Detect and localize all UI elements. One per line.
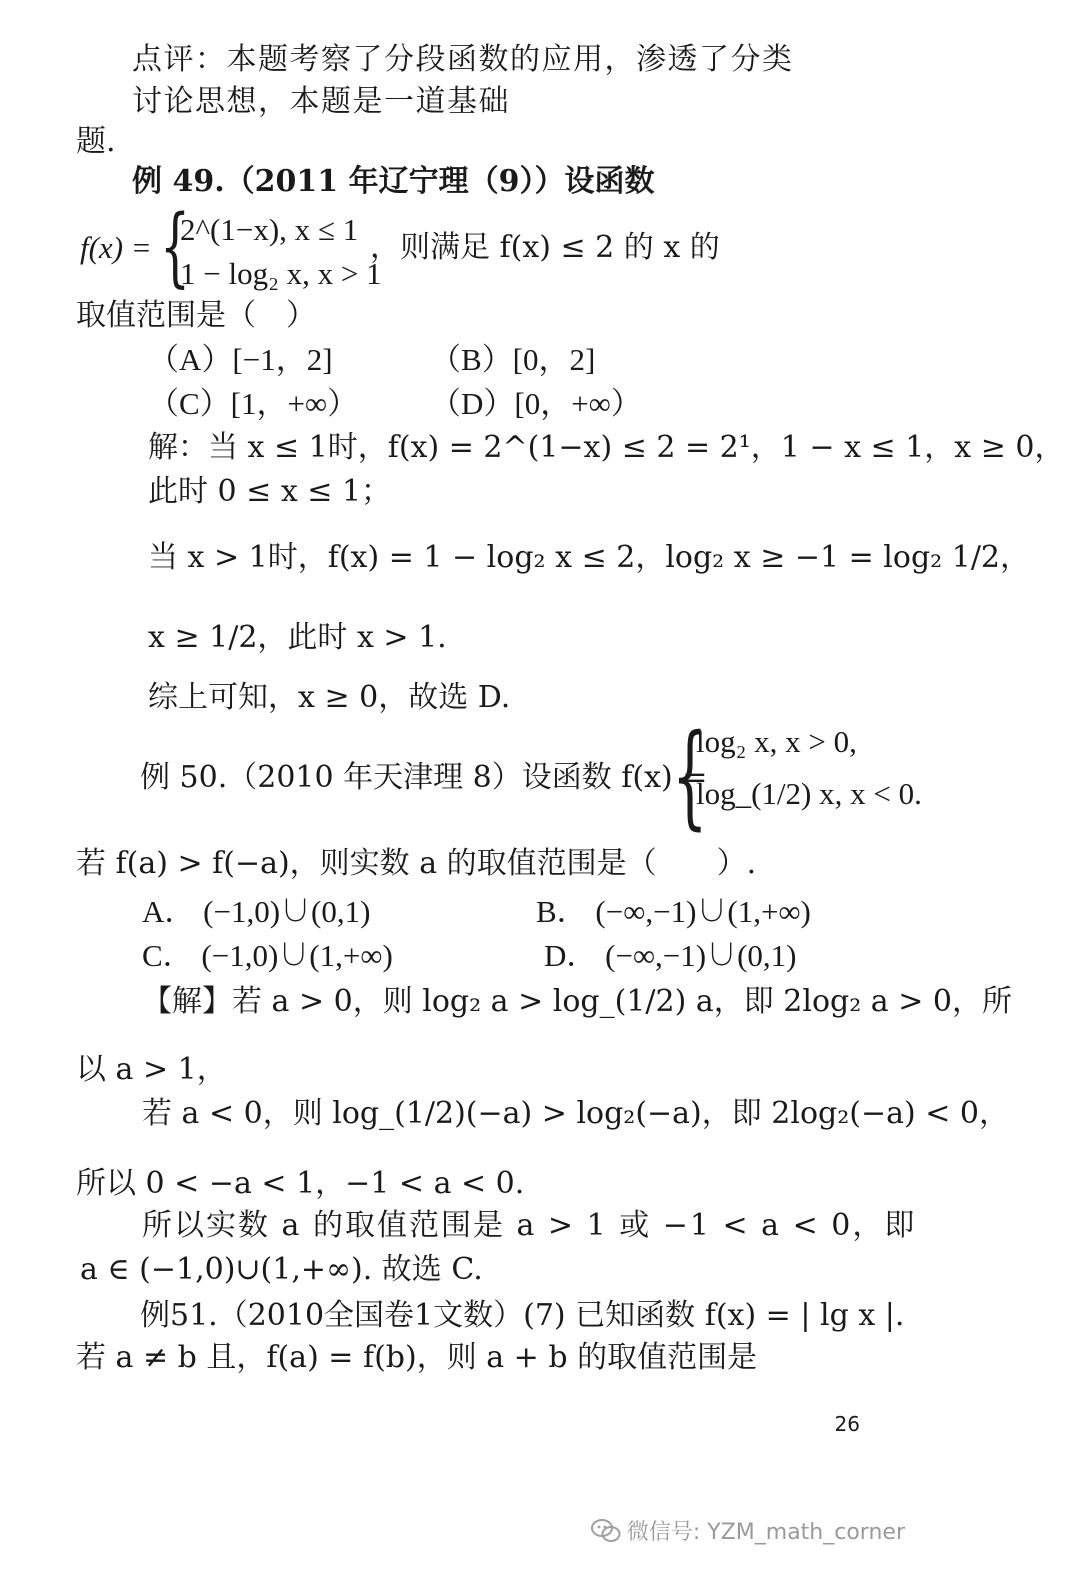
ex50-option-c: C． (−1,0)∪(1,+∞) bbox=[142, 938, 393, 973]
ex49-option-c: （C）[1，+∞） bbox=[148, 386, 359, 421]
ex50-solution-3: 若 a < 0，则 log_(1/2)(−a) > log₂(−a)，即 2log₂(−a) < 0， bbox=[142, 1096, 1009, 1131]
ex49-option-a: （A）[−1，2] bbox=[148, 342, 333, 377]
wechat-watermark bbox=[591, 1515, 905, 1546]
ex49-fx-label: f(x) = bbox=[80, 230, 152, 265]
remark-line-3: 题. bbox=[76, 124, 116, 159]
ex49-solution-1: 解：当 x ≤ 1时，f(x) = 2^(1−x) ≤ 2 = 2¹，1 − x ≤ 1，x ≥ 0， bbox=[148, 430, 1065, 465]
remark-line-2: 讨论思想，本题是一道基础 bbox=[132, 84, 510, 119]
ex50-heading: 例 50.（2010 年天津理 8）设函数 f(x) = bbox=[140, 760, 708, 795]
ex49-solution-5: 综上可知，x ≥ 0，故选 D. bbox=[148, 680, 511, 715]
ex50-case-2: log_(1/2) x, x < 0. bbox=[696, 776, 922, 811]
page-number: 26 bbox=[834, 1412, 860, 1436]
ex49-heading: 例 49.（2011 年辽宁理（9））设函数 bbox=[132, 164, 655, 199]
ex50-solution-6: a ∈ (−1,0)∪(1,+∞). 故选 C. bbox=[80, 1252, 483, 1287]
remark-line-1: 点评：本题考察了分段函数的应用，渗透了分类 bbox=[132, 42, 794, 77]
ex49-brace: { bbox=[160, 197, 191, 297]
ex49-case-2: 1 − log₂ x, x > 1 bbox=[180, 256, 382, 291]
ex50-solution-2: 以 a > 1， bbox=[76, 1052, 227, 1087]
ex49-solution-4: x ≥ 1/2，此时 x > 1. bbox=[148, 620, 447, 655]
ex50-solution-1: 【解】若 a > 0，则 log₂ a > log_(1/2) a，即 2log₂ a > 0，所 bbox=[142, 984, 1012, 1019]
ex49-question: 取值范围是（ ） bbox=[76, 298, 316, 333]
ex51-heading: 例51.（2010全国卷1文数）(7) 已知函数 f(x) = | lg x |. bbox=[140, 1298, 905, 1333]
ex49-case-1: 2^(1−x), x ≤ 1 bbox=[180, 212, 359, 247]
ex49-option-d: （D）[0，+∞） bbox=[430, 386, 642, 421]
ex50-brace: { bbox=[672, 711, 708, 841]
ex50-solution-4: 所以 0 < −a < 1，−1 < a < 0. bbox=[76, 1166, 525, 1201]
wechat-icon bbox=[591, 1518, 621, 1544]
ex50-case-1: log₂ x, x > 0, bbox=[696, 724, 857, 759]
ex49-solution-2: 此时 0 ≤ x ≤ 1； bbox=[148, 474, 392, 509]
ex50-option-b: B． (−∞,−1)∪(1,+∞) bbox=[536, 894, 811, 929]
ex50-question: 若 f(a) > f(−a)，则实数 a 的取值范围是（ ）. bbox=[76, 846, 757, 881]
ex49-condition: ，则满足 f(x) ≤ 2 的 x 的 bbox=[370, 230, 720, 265]
watermark-text: 微信号: YZM_math_corner bbox=[626, 1520, 905, 1545]
ex49-option-b: （B）[0，2] bbox=[430, 342, 596, 377]
ex50-solution-5: 所以实数 a 的取值范围是 a > 1 或 −1 < a < 0，即 bbox=[142, 1208, 917, 1243]
ex50-option-a: A． (−1,0)∪(0,1) bbox=[142, 894, 371, 929]
ex49-solution-3: 当 x > 1时，f(x) = 1 − log₂ x ≤ 2，log₂ x ≥ −1 = log₂ 1/2， bbox=[148, 540, 1031, 575]
ex51-question: 若 a ≠ b 且，f(a) = f(b)，则 a + b 的取值范围是 bbox=[76, 1340, 758, 1375]
ex50-option-d: D． (−∞,−1)∪(0,1) bbox=[544, 938, 797, 973]
